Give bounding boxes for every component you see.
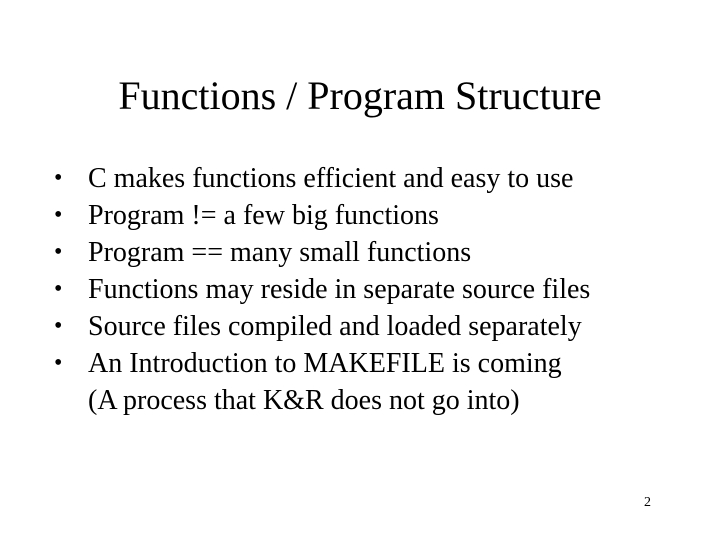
- bullet-text: C makes functions efficient and easy to use: [88, 163, 574, 194]
- bullet-text: Program == many small functions: [88, 237, 472, 268]
- bullet-icon: •: [54, 165, 63, 191]
- bullet-list: [54, 160, 590, 419]
- bullet-text: Program != a few big functions: [88, 200, 439, 231]
- bullet-text: Source files compiled and loaded separately: [88, 311, 582, 342]
- bullet-icon: •: [54, 239, 63, 265]
- page-number: 2: [644, 495, 651, 510]
- slide-title: Functions / Program Structure: [118, 73, 602, 118]
- bullet-icon: •: [54, 276, 63, 302]
- bullet-icon: •: [54, 350, 63, 376]
- bullet-item: [54, 197, 590, 234]
- bullet-item: [54, 271, 590, 308]
- bullet-text: Functions may reside in separate source files: [88, 274, 591, 305]
- bullet-item: [54, 234, 590, 271]
- bullet-text: An Introduction to MAKEFILE is coming: [88, 348, 562, 379]
- bullet-icon: •: [54, 202, 63, 228]
- bullet-item: [54, 160, 590, 197]
- bullet-icon: •: [54, 313, 63, 339]
- bullet-item: [54, 345, 590, 419]
- bullet-item: [54, 308, 590, 345]
- bullet-continuation-text: (A process that K&R does not go into): [88, 385, 520, 416]
